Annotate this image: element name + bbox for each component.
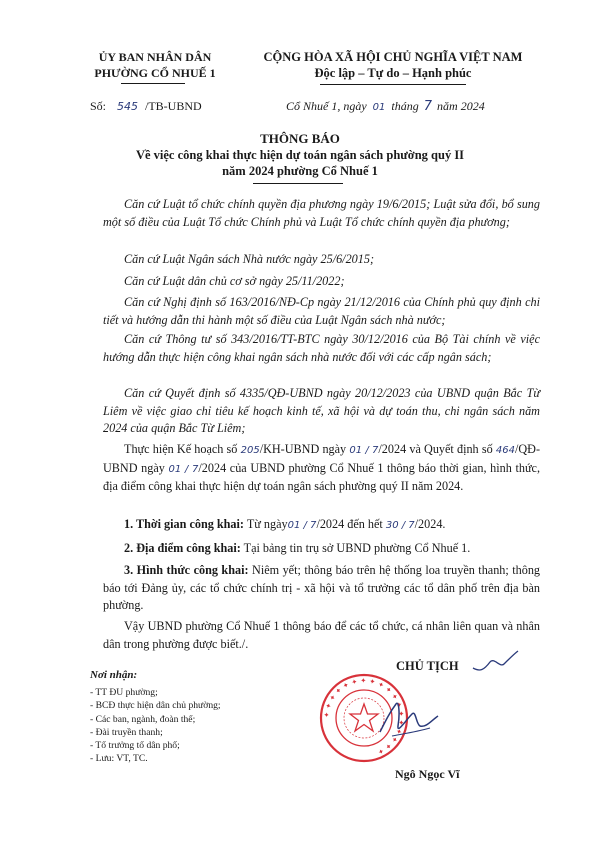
item-time-text-c: /2024. [414, 517, 446, 531]
date-day: 01 [372, 102, 386, 113]
legal-basis-5: Căn cứ Thông tư số 343/2016/TT-BTC ngày 30/12/2016 của Bộ Tài chính về việc hướng dẫn thực hiện công khai ngân sách nhà nước đối với các cấp ngân sách; [103, 332, 540, 364]
document-title: THÔNG BÁO [260, 131, 340, 146]
plan-date-handwritten: 01 / 7 [349, 445, 379, 456]
issuing-org-underline [121, 83, 185, 84]
item-location [103, 540, 540, 558]
national-title: CỘNG HÒA XÃ HỘI CHỦ NGHĨA VIỆT NAM [263, 50, 523, 64]
item-form-label: 3. Hình thức công khai: [124, 563, 249, 577]
legal-basis-3: Căn cứ Luật dân chủ cơ sở ngày 25/11/2022; [124, 274, 345, 288]
date-month: 7 [423, 99, 433, 114]
number-handwritten: 545 [117, 100, 139, 113]
item-form-text: Niêm yết; thông báo trên hệ thống loa truyền thanh; thông báo tới Đảng ủy, các tổ chức chính trị - xã hội và tổ trưởng các tổ dân phố trên địa bàn phường. [103, 563, 541, 613]
decision-date-handwritten: 01 / 7 [168, 463, 199, 475]
item-location-label: 2. Địa điểm công khai: [124, 541, 241, 555]
intro-text-4: /QĐ-UBND ngày [103, 442, 541, 475]
recipients-list [90, 686, 221, 766]
svg-text:✦ ✦ ✦ ✦ ✦ ✦ ✦ ✦ ✦ ✦ ✦ ✦ ✦ ✦ ✦: ✦ ✦ ✦ ✦ ✦ ✦ ✦ ✦ ✦ ✦ ✦ ✦ ✦ ✦ ✦ ✦ ✦ ✦ [321, 675, 407, 757]
item-time [103, 516, 540, 535]
plan-number-handwritten: 205 [240, 445, 260, 456]
signature-flourish-top [470, 648, 520, 674]
document-subject-line-1: Về việc công khai thực hiện dự toán ngân sách phường quý II [135, 148, 465, 162]
legal-basis-4: Căn cứ Nghị định số 163/2016/NĐ-Cp ngày 21/12/2016 của Chính phủ quy định chi tiết và hướng dẫn thi hành một số điều của Luật Ngân sách nhà nước; [103, 295, 540, 327]
recipient-item: - Lưu: VT, TC. [90, 753, 148, 765]
signer-name: Ngô Ngọc Vĩ [395, 767, 460, 781]
title-underline [253, 183, 343, 184]
closing-paragraph: Vậy UBND phường Cổ Nhuế 1 thông báo để các tổ chức, cá nhân liên quan và nhân dân trong phường được biết./. [103, 619, 540, 651]
item-time-text-b: /2024 đến hết [316, 517, 383, 531]
intro-text-1: Thực hiện Kế hoạch số [124, 442, 238, 456]
recipients-heading: Nơi nhận: [90, 669, 138, 681]
item-form [103, 562, 540, 615]
handwritten-signature [372, 690, 442, 746]
issuing-org-line-1: ỦY BAN NHÂN DÂN [98, 50, 212, 64]
recipient-item: - Đài truyền thanh; [90, 726, 163, 738]
item-time-label: 1. Thời gian công khai: [124, 517, 244, 531]
item-time-from-handwritten: 01 / 7 [287, 520, 317, 531]
document-number [90, 99, 202, 114]
issuing-org-line-2: PHƯỜNG CỔ NHUẾ 1 [94, 66, 216, 80]
date-prefix: Cổ Nhuế 1, ngày [286, 99, 367, 113]
intro-text-2: /KH-UBND ngày [259, 442, 347, 456]
number-prefix: Số: [90, 99, 107, 113]
intro-text-3: /2024 và Quyết định số [378, 442, 493, 456]
motto-underline [320, 84, 466, 85]
number-suffix: /TB-UBND [145, 99, 202, 113]
document-date [286, 99, 485, 114]
item-time-to-handwritten: 30 / 7 [385, 520, 415, 531]
recipient-item: - Các ban, ngành, đoàn thể; [90, 713, 196, 725]
recipient-item: - BCĐ thực hiện dân chủ phường; [90, 700, 221, 712]
implementation-paragraph [103, 441, 540, 496]
recipient-item: - Tổ trưởng tổ dân phố; [90, 740, 180, 752]
signer-position: CHỦ TỊCH [396, 659, 459, 673]
item-time-text-a: Từ ngày [246, 517, 288, 531]
legal-basis-2: Căn cứ Luật Ngân sách Nhà nước ngày 25/6/2015; [124, 252, 374, 266]
intro-text-5: /2024 của UBND phường Cổ Nhuế 1 thông báo thời gian, hình thức, địa điểm công khai thực hiện dự toán ngân sách phường quý II năm 2024. [103, 460, 541, 494]
national-motto: Độc lập – Tự do – Hạnh phúc [314, 66, 472, 80]
document-subject-line-2: năm 2024 phường Cổ Nhuế 1 [222, 164, 378, 178]
date-year: năm 2024 [437, 99, 485, 113]
date-month-label: tháng [391, 99, 419, 113]
legal-basis-1: Căn cứ Luật tổ chức chính quyền địa phương ngày 19/6/2015; Luật sửa đổi, bổ sung một số điều của Luật Tổ chức Chính phủ và Luật Tổ chức chính quyền địa phương; [103, 197, 540, 229]
recipient-item: - TT ĐU phường; [90, 687, 158, 698]
item-location-text: Tại bảng tin trụ sở UBND phường Cổ Nhuế 1. [243, 541, 471, 555]
legal-basis-6: Căn cứ Quyết định số 4335/QĐ-UBND ngày 20/12/2023 của UBND quận Bắc Từ Liêm về việc giao chỉ tiêu kế hoạch kinh tế, xã hội và dự toán thu, chi ngân sách năm 2024 của quận Bắc Từ Liêm; [103, 386, 540, 436]
decision-number-handwritten: 464 [495, 445, 515, 456]
